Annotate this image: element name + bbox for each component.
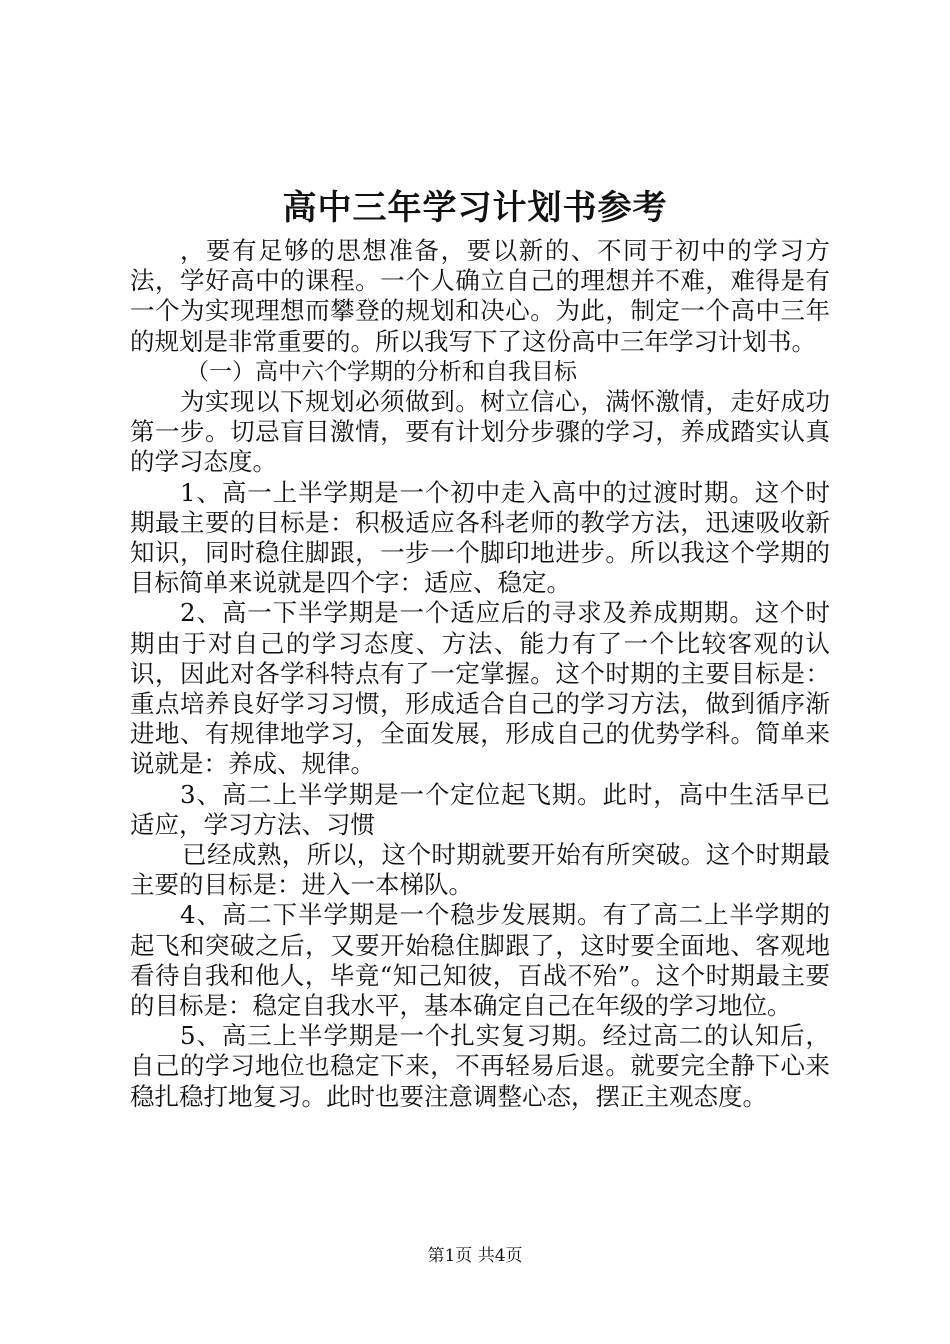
paragraph-requirements: 为实现以下规划必须做到。树立信心，满怀激情，走好成功第一步。切忌盲目激情，要有计划分步骤的学习，养成踏实认真的学习态度。 [130,387,830,477]
paragraph-semester-1: 1、高一上半学期是一个初中走入高中的过渡时期。这个时期最主要的目标是：积极适应各科老师的教学方法，迅速吸收新知识，同时稳住脚跟，一步一个脚印地进步。所以我这个学期的目标简单来说就是四个字：适应、稳定。 [130,477,830,598]
page-number-footer: 第1页 共4页 [427,1246,523,1266]
paragraph-semester-3-continued: 已经成熟，所以，这个时期就要开始有所突破。这个时期最主要的目标是：进入一本梯队。 [130,840,830,900]
paragraph-semester-5: 5、高三上半学期是一个扎实复习期。经过高二的认知后，自己的学习地位也稳定下来，不再轻易后退。就要完全静下心来稳扎稳打地复习。此时也要注意调整心态，摆正主观态度。 [130,1021,830,1111]
paragraph-semester-2: 2、高一下半学期是一个适应后的寻求及养成期期。这个时期由于对自己的学习态度、方法、能力有了一个比较客观的认识，因此对各学科特点有了一定掌握。这个时期的主要目标是：重点培养良好学习习惯，形成适合自己的学习方法，做到循序渐进地、有规律地学习，全面发展，形成自己的优势学科。简单来说就是：养成、规律。 [130,598,830,779]
paragraph-intro: ，要有足够的思想准备，要以新的、不同于初中的学习方法，学好高中的课程。一个人确立自己的理想并不难，难得是有一个为实现理想而攀登的规划和决心。为此，制定一个高中三年的规划是非常重要的。所以我写下了这份高中三年学习计划书。 [130,236,830,356]
document-body [130,236,830,1112]
paragraph-semester-4: 4、高二下半学期是一个稳步发展期。有了高二上半学期的起飞和突破之后，又要开始稳住脚跟了，这时要全面地、客观地看待自我和他人，毕竟“知己知彼，百战不殆”。这个时期最主要的目标是：稳定自我水平，基本确定自己在年级的学习地位。 [130,900,830,1021]
section-heading: （一）高中六个学期的分析和自我目标 [186,358,577,385]
paragraph-semester-3: 3、高二上半学期是一个定位起飞期。此时，高中生活早已适应，学习方法、习惯 [130,779,830,839]
document-title: 高中三年学习计划书参考 [282,188,668,228]
